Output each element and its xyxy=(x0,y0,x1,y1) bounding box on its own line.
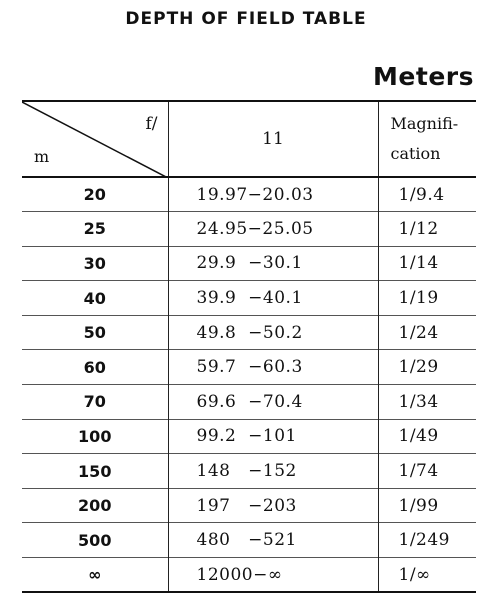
focal-ratio-label: f/ xyxy=(145,114,158,134)
depth-range-cell: 59.7 −60.3 xyxy=(168,350,378,385)
table-row xyxy=(22,488,476,523)
unit-label: Meters xyxy=(373,62,474,91)
distance-cell: 500 xyxy=(22,523,168,558)
distance-cell: ∞ xyxy=(22,558,168,593)
table-row xyxy=(22,212,476,247)
magnification-header-line1: Magnifi- xyxy=(390,114,459,133)
magnification-cell: 1/29 xyxy=(378,350,476,385)
magnification-header-line2: cation xyxy=(390,144,441,163)
depth-range-cell: 29.9 −30.1 xyxy=(168,246,378,281)
header-corner-cell xyxy=(22,101,168,177)
depth-range-cell: 39.9 −40.1 xyxy=(168,281,378,316)
magnification-cell: 1/19 xyxy=(378,281,476,316)
magnification-cell: 1/∞ xyxy=(378,558,476,593)
table-body xyxy=(22,177,476,592)
table-row xyxy=(22,177,476,212)
aperture-header: 11 xyxy=(168,101,378,177)
magnification-cell: 1/14 xyxy=(378,246,476,281)
distance-cell: 100 xyxy=(22,419,168,454)
depth-range-cell: 12000−∞ xyxy=(168,558,378,593)
magnification-cell: 1/9.4 xyxy=(378,177,476,212)
depth-range-cell: 24.95−25.05 xyxy=(168,212,378,247)
table-row xyxy=(22,454,476,489)
distance-cell: 60 xyxy=(22,350,168,385)
page-title: DEPTH OF FIELD TABLE xyxy=(125,9,367,29)
table-row xyxy=(22,385,476,420)
magnification-cell: 1/249 xyxy=(378,523,476,558)
magnification-cell: 1/34 xyxy=(378,385,476,420)
magnification-cell: 1/24 xyxy=(378,315,476,350)
distance-cell: 200 xyxy=(22,488,168,523)
magnification-header xyxy=(378,101,476,177)
depth-range-cell: 49.8 −50.2 xyxy=(168,315,378,350)
distance-cell: 150 xyxy=(22,454,168,489)
distance-cell: 20 xyxy=(83,185,106,205)
table-row xyxy=(22,419,476,454)
depth-range-cell: 197 −203 xyxy=(168,488,378,523)
table-row xyxy=(22,523,476,558)
distance-unit-label: m xyxy=(34,147,50,166)
depth-range-cell: 148 −152 xyxy=(168,454,378,489)
distance-cell: 30 xyxy=(22,246,168,281)
distance-cell: 25 xyxy=(22,212,168,247)
depth-of-field-table xyxy=(22,100,476,593)
table-row xyxy=(22,350,476,385)
depth-range-cell: 69.6 −70.4 xyxy=(168,385,378,420)
table-header xyxy=(22,101,476,177)
magnification-cell: 1/99 xyxy=(378,488,476,523)
distance-cell: 70 xyxy=(22,385,168,420)
depth-range-cell: 19.97−20.03 xyxy=(168,177,378,212)
distance-cell: 50 xyxy=(22,315,168,350)
table-row xyxy=(22,281,476,316)
magnification-cell: 1/49 xyxy=(378,419,476,454)
magnification-cell: 1/12 xyxy=(378,212,476,247)
distance-cell: 40 xyxy=(22,281,168,316)
depth-range-cell: 99.2 −101 xyxy=(168,419,378,454)
table-row xyxy=(22,315,476,350)
depth-range-cell: 480 −521 xyxy=(168,523,378,558)
table-row xyxy=(22,246,476,281)
table-row xyxy=(22,558,476,593)
magnification-cell: 1/74 xyxy=(378,454,476,489)
